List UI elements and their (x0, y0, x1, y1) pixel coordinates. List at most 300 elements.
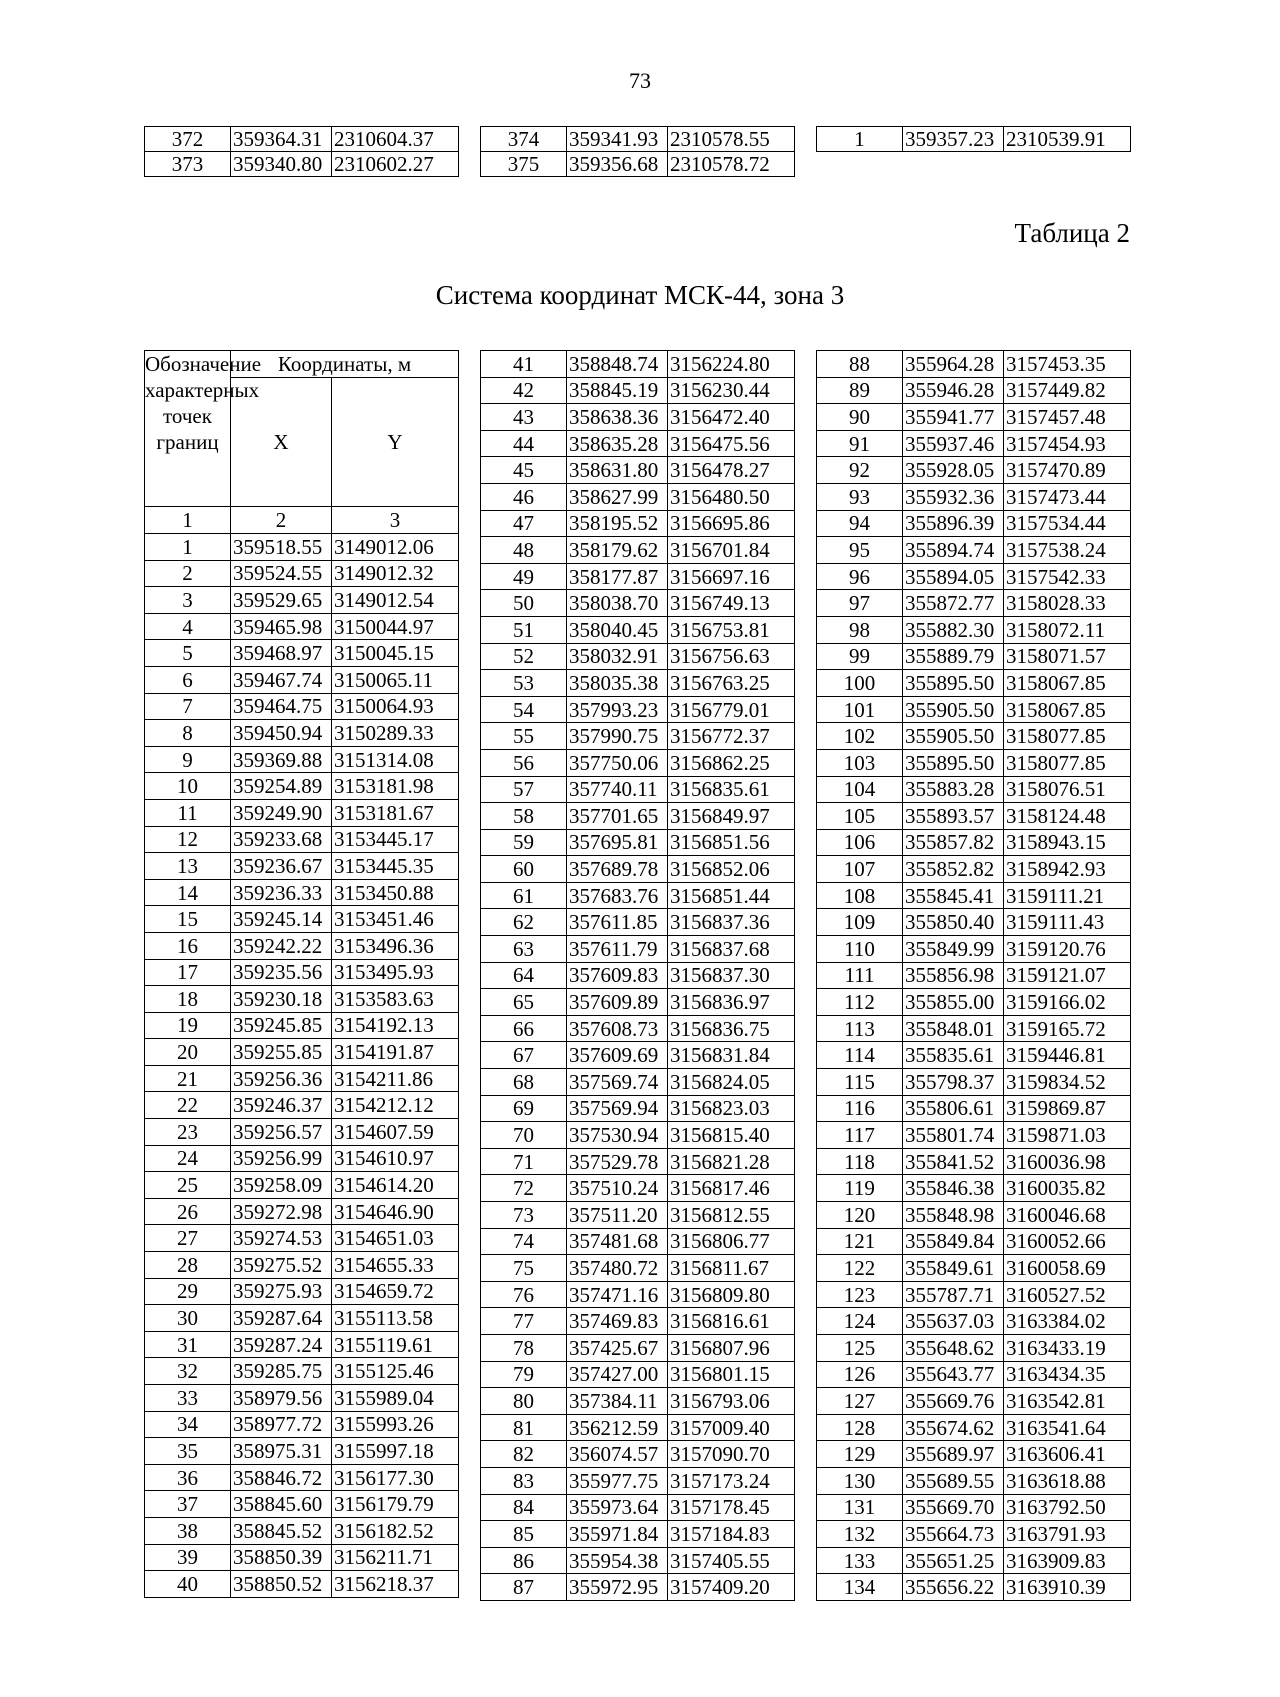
point-number-cell: 132 (817, 1521, 903, 1548)
table-row (145, 799, 459, 826)
y-coordinate-cell: 3157542.33 (1004, 563, 1131, 590)
y-coordinate-cell: 3157405.55 (668, 1547, 795, 1574)
table-row (817, 1042, 1131, 1069)
x-coordinate-cell: 355689.97 (903, 1441, 1004, 1468)
table-row (481, 776, 795, 803)
point-number-cell: 51 (481, 616, 567, 643)
y-coordinate-cell: 3156478.27 (668, 457, 795, 484)
table-row (481, 1069, 795, 1096)
x-coordinate-cell: 357750.06 (567, 749, 668, 776)
x-coordinate-cell: 355669.76 (903, 1388, 1004, 1415)
x-coordinate-cell: 358846.72 (231, 1464, 332, 1491)
x-coordinate-cell: 355643.77 (903, 1361, 1004, 1388)
y-coordinate-cell: 3159111.21 (1004, 882, 1131, 909)
x-coordinate-cell: 357425.67 (567, 1334, 668, 1361)
table-row (817, 1095, 1131, 1122)
y-coordinate-cell: 3156816.61 (668, 1308, 795, 1335)
y-coordinate-cell: 2310602.27 (332, 152, 459, 177)
point-number-cell: 31 (145, 1331, 231, 1358)
table-row (817, 1281, 1131, 1308)
y-coordinate-cell: 3150044.97 (332, 613, 459, 640)
x-coordinate-cell: 355905.50 (903, 723, 1004, 750)
x-coordinate-cell: 355669.70 (903, 1494, 1004, 1521)
point-number-cell: 98 (817, 616, 903, 643)
point-number-cell: 123 (817, 1281, 903, 1308)
y-coordinate-cell: 3163791.93 (1004, 1521, 1131, 1548)
y-coordinate-cell: 3157009.40 (668, 1414, 795, 1441)
x-coordinate-cell: 359274.53 (231, 1225, 332, 1252)
y-coordinate-cell: 3157454.93 (1004, 430, 1131, 457)
table-row (145, 1252, 459, 1279)
table-row (817, 1228, 1131, 1255)
x-coordinate-cell: 355895.50 (903, 749, 1004, 776)
point-number-cell: 43 (481, 404, 567, 431)
y-coordinate-cell: 2310578.55 (668, 127, 795, 152)
y-coordinate-cell: 3151314.08 (332, 746, 459, 773)
table-row (817, 430, 1131, 457)
point-number-cell: 107 (817, 856, 903, 883)
x-coordinate-cell: 355637.03 (903, 1308, 1004, 1335)
y-coordinate-cell: 3157538.24 (1004, 537, 1131, 564)
table-row (145, 1065, 459, 1092)
point-number-cell: 116 (817, 1095, 903, 1122)
table-row (817, 1148, 1131, 1175)
point-number-cell: 114 (817, 1042, 903, 1069)
y-coordinate-cell: 3156815.40 (668, 1122, 795, 1149)
y-coordinate-cell: 3156851.56 (668, 829, 795, 856)
x-coordinate-cell: 355937.46 (903, 430, 1004, 457)
y-coordinate-cell: 2310539.91 (1004, 127, 1131, 152)
x-coordinate-cell: 355971.84 (567, 1521, 668, 1548)
point-number-cell: 47 (481, 510, 567, 537)
x-coordinate-cell: 358845.52 (231, 1517, 332, 1544)
table-row (817, 1547, 1131, 1574)
point-number-cell: 53 (481, 670, 567, 697)
x-coordinate-cell: 355846.38 (903, 1175, 1004, 1202)
x-coordinate-cell: 359245.14 (231, 906, 332, 933)
x-coordinate-cell: 355848.98 (903, 1202, 1004, 1229)
x-coordinate-cell: 357471.16 (567, 1281, 668, 1308)
header-col-number-3: 3 (332, 507, 459, 534)
y-coordinate-cell: 3150045.15 (332, 640, 459, 667)
table-row (817, 989, 1131, 1016)
table-row (481, 1334, 795, 1361)
table-row (817, 377, 1131, 404)
table-row (145, 1331, 459, 1358)
x-coordinate-cell: 355964.28 (903, 351, 1004, 378)
y-coordinate-cell: 3156753.81 (668, 616, 795, 643)
y-coordinate-cell: 3155125.46 (332, 1358, 459, 1385)
y-coordinate-cell: 3156756.63 (668, 643, 795, 670)
table-row (145, 959, 459, 986)
y-coordinate-cell: 3153445.35 (332, 853, 459, 880)
x-coordinate-cell: 355889.79 (903, 643, 1004, 670)
table-row (817, 127, 1131, 152)
x-coordinate-cell: 355893.57 (903, 803, 1004, 830)
point-number-cell: 125 (817, 1334, 903, 1361)
point-number-cell: 23 (145, 1119, 231, 1146)
point-number-cell: 62 (481, 909, 567, 936)
table-row (481, 483, 795, 510)
x-coordinate-cell: 358975.31 (231, 1438, 332, 1465)
y-coordinate-cell: 3159121.07 (1004, 962, 1131, 989)
y-coordinate-cell: 3156817.46 (668, 1175, 795, 1202)
table-row (481, 1281, 795, 1308)
table-row (817, 643, 1131, 670)
point-number-cell: 71 (481, 1148, 567, 1175)
table-row (817, 723, 1131, 750)
table-row (145, 720, 459, 747)
table-row (481, 989, 795, 1016)
point-number-cell: 29 (145, 1278, 231, 1305)
point-number-cell: 16 (145, 932, 231, 959)
x-coordinate-cell: 358195.52 (567, 510, 668, 537)
header-col-number-1: 1 (145, 507, 231, 534)
y-coordinate-cell: 3160052.66 (1004, 1228, 1131, 1255)
point-number-cell: 7 (145, 693, 231, 720)
x-coordinate-cell: 355932.36 (903, 483, 1004, 510)
point-number-cell: 57 (481, 776, 567, 803)
y-coordinate-cell: 3156182.52 (332, 1517, 459, 1544)
point-number-cell: 67 (481, 1042, 567, 1069)
y-coordinate-cell: 3156836.97 (668, 989, 795, 1016)
point-number-cell: 124 (817, 1308, 903, 1335)
point-number-cell: 70 (481, 1122, 567, 1149)
point-number-cell: 13 (145, 853, 231, 880)
y-coordinate-cell: 2310578.72 (668, 152, 795, 177)
x-coordinate-cell: 359518.55 (231, 534, 332, 561)
y-coordinate-cell: 3163434.35 (1004, 1361, 1131, 1388)
y-coordinate-cell: 3156849.97 (668, 803, 795, 830)
y-coordinate-cell: 3158067.85 (1004, 696, 1131, 723)
table-row (145, 613, 459, 640)
table-row (481, 936, 795, 963)
table-row (817, 829, 1131, 856)
y-coordinate-cell: 3153583.63 (332, 986, 459, 1013)
x-coordinate-cell: 357611.79 (567, 936, 668, 963)
table-row (481, 1547, 795, 1574)
x-coordinate-cell: 355651.25 (903, 1547, 1004, 1574)
x-coordinate-cell: 358845.60 (231, 1491, 332, 1518)
table-row (145, 640, 459, 667)
y-coordinate-cell: 3156824.05 (668, 1069, 795, 1096)
table-row (817, 537, 1131, 564)
x-coordinate-cell: 355845.41 (903, 882, 1004, 909)
x-coordinate-cell: 359254.89 (231, 773, 332, 800)
point-number-cell: 74 (481, 1228, 567, 1255)
x-coordinate-cell: 355656.22 (903, 1574, 1004, 1601)
point-number-cell: 2 (145, 560, 231, 587)
table-row (481, 856, 795, 883)
point-number-cell: 90 (817, 404, 903, 431)
x-coordinate-cell: 357611.85 (567, 909, 668, 936)
point-number-cell: 76 (481, 1281, 567, 1308)
point-number-cell: 372 (145, 127, 231, 152)
coordinates-table-column-2 (480, 350, 795, 1601)
x-coordinate-cell: 358032.91 (567, 643, 668, 670)
y-coordinate-cell: 3156831.84 (668, 1042, 795, 1069)
point-number-cell: 59 (481, 829, 567, 856)
y-coordinate-cell: 3156763.25 (668, 670, 795, 697)
point-number-cell: 4 (145, 613, 231, 640)
table-row (481, 430, 795, 457)
page-number: 73 (629, 68, 651, 93)
point-number-cell: 99 (817, 643, 903, 670)
point-number-cell: 87 (481, 1574, 567, 1601)
table-row (145, 534, 459, 561)
y-coordinate-cell: 3153496.36 (332, 932, 459, 959)
y-coordinate-cell: 3159871.03 (1004, 1122, 1131, 1149)
x-coordinate-cell: 355664.73 (903, 1521, 1004, 1548)
y-coordinate-cell: 3158072.11 (1004, 616, 1131, 643)
x-coordinate-cell: 357530.94 (567, 1122, 668, 1149)
x-coordinate-cell: 355835.61 (903, 1042, 1004, 1069)
table-row (817, 1202, 1131, 1229)
x-coordinate-cell: 355857.82 (903, 829, 1004, 856)
y-coordinate-cell: 3154191.87 (332, 1039, 459, 1066)
table-row (481, 670, 795, 697)
x-coordinate-cell: 357689.78 (567, 856, 668, 883)
x-coordinate-cell: 357740.11 (567, 776, 668, 803)
table-row (145, 1464, 459, 1491)
table-row (481, 537, 795, 564)
point-number-cell: 79 (481, 1361, 567, 1388)
y-coordinate-cell: 3149012.54 (332, 587, 459, 614)
point-number-cell: 113 (817, 1015, 903, 1042)
point-number-cell: 94 (817, 510, 903, 537)
y-coordinate-cell: 3150064.93 (332, 693, 459, 720)
x-coordinate-cell: 357427.00 (567, 1361, 668, 1388)
y-coordinate-cell: 3160527.52 (1004, 1281, 1131, 1308)
point-number-cell: 8 (145, 720, 231, 747)
point-number-cell: 60 (481, 856, 567, 883)
y-coordinate-cell: 3163618.88 (1004, 1467, 1131, 1494)
y-coordinate-cell: 3158077.85 (1004, 749, 1131, 776)
y-coordinate-cell: 3156851.44 (668, 882, 795, 909)
table-row (481, 616, 795, 643)
point-number-cell: 77 (481, 1308, 567, 1335)
table-row (145, 1092, 459, 1119)
y-coordinate-cell: 3155989.04 (332, 1385, 459, 1412)
x-coordinate-cell: 359256.36 (231, 1065, 332, 1092)
table-row (817, 1308, 1131, 1335)
table-row (145, 986, 459, 1013)
x-coordinate-cell: 355972.95 (567, 1574, 668, 1601)
x-coordinate-cell: 357511.20 (567, 1202, 668, 1229)
x-coordinate-cell: 359524.55 (231, 560, 332, 587)
table-row (481, 152, 795, 177)
x-coordinate-cell: 357569.74 (567, 1069, 668, 1096)
table-row (145, 879, 459, 906)
x-coordinate-cell: 358179.62 (567, 537, 668, 564)
y-coordinate-cell: 3156837.68 (668, 936, 795, 963)
y-coordinate-cell: 3153495.93 (332, 959, 459, 986)
point-number-cell: 50 (481, 590, 567, 617)
x-coordinate-cell: 359467.74 (231, 666, 332, 693)
point-number-cell: 68 (481, 1069, 567, 1096)
point-number-cell: 110 (817, 936, 903, 963)
table-row (145, 1278, 459, 1305)
x-coordinate-cell: 357609.69 (567, 1042, 668, 1069)
x-coordinate-cell: 357608.73 (567, 1015, 668, 1042)
table-row (817, 1441, 1131, 1468)
table-row (145, 853, 459, 880)
y-coordinate-cell: 3153445.17 (332, 826, 459, 853)
x-coordinate-cell: 355977.75 (567, 1467, 668, 1494)
point-number-cell: 45 (481, 457, 567, 484)
x-coordinate-cell: 358977.72 (231, 1411, 332, 1438)
y-coordinate-cell: 3157184.83 (668, 1521, 795, 1548)
point-number-cell: 65 (481, 989, 567, 1016)
point-number-cell: 20 (145, 1039, 231, 1066)
x-coordinate-cell: 355849.84 (903, 1228, 1004, 1255)
point-number-cell: 131 (817, 1494, 903, 1521)
table-row (481, 643, 795, 670)
table-row (145, 932, 459, 959)
y-coordinate-cell: 3157178.45 (668, 1494, 795, 1521)
point-number-cell: 32 (145, 1358, 231, 1385)
table-row (817, 670, 1131, 697)
x-coordinate-cell: 355896.39 (903, 510, 1004, 537)
x-coordinate-cell: 355849.61 (903, 1255, 1004, 1282)
point-number-cell: 1 (817, 127, 903, 152)
y-coordinate-cell: 3156801.15 (668, 1361, 795, 1388)
x-coordinate-cell: 359465.98 (231, 613, 332, 640)
table-row (817, 616, 1131, 643)
x-coordinate-cell: 359258.09 (231, 1172, 332, 1199)
table-row (145, 1145, 459, 1172)
point-number-cell: 24 (145, 1145, 231, 1172)
y-coordinate-cell: 3155993.26 (332, 1411, 459, 1438)
table-row (481, 377, 795, 404)
table-row (481, 909, 795, 936)
point-number-cell: 82 (481, 1441, 567, 1468)
x-coordinate-cell: 355850.40 (903, 909, 1004, 936)
table-row (481, 749, 795, 776)
point-number-cell: 105 (817, 803, 903, 830)
point-number-cell: 54 (481, 696, 567, 723)
x-coordinate-cell: 357695.81 (567, 829, 668, 856)
x-coordinate-cell: 355856.98 (903, 962, 1004, 989)
y-coordinate-cell: 3156793.06 (668, 1388, 795, 1415)
y-coordinate-cell: 3159834.52 (1004, 1069, 1131, 1096)
point-number-cell: 80 (481, 1388, 567, 1415)
table-row (145, 773, 459, 800)
x-coordinate-cell: 358845.19 (567, 377, 668, 404)
x-coordinate-cell: 357701.65 (567, 803, 668, 830)
point-number-cell: 44 (481, 430, 567, 457)
y-coordinate-cell: 3157090.70 (668, 1441, 795, 1468)
table-row (481, 1255, 795, 1282)
y-coordinate-cell: 3159446.81 (1004, 1042, 1131, 1069)
point-number-cell: 6 (145, 666, 231, 693)
x-coordinate-cell: 359275.52 (231, 1252, 332, 1279)
y-coordinate-cell: 3159165.72 (1004, 1015, 1131, 1042)
y-coordinate-cell: 3154655.33 (332, 1252, 459, 1279)
table-row (145, 1571, 459, 1598)
x-coordinate-cell: 359464.75 (231, 693, 332, 720)
x-coordinate-cell: 355941.77 (903, 404, 1004, 431)
table-row (145, 1305, 459, 1332)
point-number-cell: 30 (145, 1305, 231, 1332)
y-coordinate-cell: 3156480.50 (668, 483, 795, 510)
table-row (481, 1175, 795, 1202)
point-number-cell: 21 (145, 1065, 231, 1092)
y-coordinate-cell: 3155113.58 (332, 1305, 459, 1332)
x-coordinate-cell: 357683.76 (567, 882, 668, 909)
table-row (481, 1574, 795, 1601)
table-row (817, 1334, 1131, 1361)
point-number-cell: 36 (145, 1464, 231, 1491)
x-coordinate-cell: 357480.72 (567, 1255, 668, 1282)
y-coordinate-cell: 3157534.44 (1004, 510, 1131, 537)
y-coordinate-cell: 3159111.43 (1004, 909, 1131, 936)
point-number-cell: 83 (481, 1467, 567, 1494)
point-number-cell: 84 (481, 1494, 567, 1521)
table-row (817, 1467, 1131, 1494)
coordinates-table-column-3 (816, 350, 1131, 1601)
y-coordinate-cell: 3156475.56 (668, 430, 795, 457)
table-row (817, 696, 1131, 723)
table-row (145, 1119, 459, 1146)
x-coordinate-cell: 358038.70 (567, 590, 668, 617)
point-number-cell: 86 (481, 1547, 567, 1574)
point-number-cell: 25 (145, 1172, 231, 1199)
y-coordinate-cell: 3156862.25 (668, 749, 795, 776)
y-coordinate-cell: 3156472.40 (668, 404, 795, 431)
table-label: Таблица 2 (1014, 218, 1130, 248)
point-number-cell: 22 (145, 1092, 231, 1119)
point-number-cell: 85 (481, 1521, 567, 1548)
header-designation: Обозначение характерных точек границ (145, 351, 231, 507)
x-coordinate-cell: 355946.28 (903, 377, 1004, 404)
y-coordinate-cell: 3156807.96 (668, 1334, 795, 1361)
point-number-cell: 101 (817, 696, 903, 723)
y-coordinate-cell: 3163792.50 (1004, 1494, 1131, 1521)
point-number-cell: 89 (817, 377, 903, 404)
point-number-cell: 46 (481, 483, 567, 510)
point-number-cell: 88 (817, 351, 903, 378)
point-number-cell: 64 (481, 962, 567, 989)
x-coordinate-cell: 357384.11 (567, 1388, 668, 1415)
x-coordinate-cell: 357469.83 (567, 1308, 668, 1335)
x-coordinate-cell: 355674.62 (903, 1414, 1004, 1441)
table-row (145, 906, 459, 933)
x-coordinate-cell: 359357.23 (903, 127, 1004, 152)
y-coordinate-cell: 3157409.20 (668, 1574, 795, 1601)
table-row (145, 587, 459, 614)
x-coordinate-cell: 359369.88 (231, 746, 332, 773)
table-row (817, 1122, 1131, 1149)
table-row (481, 962, 795, 989)
x-coordinate-cell: 359242.22 (231, 932, 332, 959)
point-number-cell: 14 (145, 879, 231, 906)
y-coordinate-cell: 3156224.80 (668, 351, 795, 378)
y-coordinate-cell: 3156837.30 (668, 962, 795, 989)
y-coordinate-cell: 3156701.84 (668, 537, 795, 564)
x-coordinate-cell: 357510.24 (567, 1175, 668, 1202)
y-coordinate-cell: 3154607.59 (332, 1119, 459, 1146)
point-number-cell: 106 (817, 829, 903, 856)
point-number-cell: 133 (817, 1547, 903, 1574)
point-number-cell: 78 (481, 1334, 567, 1361)
point-number-cell: 126 (817, 1361, 903, 1388)
table-row (145, 1385, 459, 1412)
y-coordinate-cell: 3159166.02 (1004, 989, 1131, 1016)
top-continuation-table-1 (144, 126, 459, 177)
x-coordinate-cell: 359340.80 (231, 152, 332, 177)
point-number-cell: 128 (817, 1414, 903, 1441)
